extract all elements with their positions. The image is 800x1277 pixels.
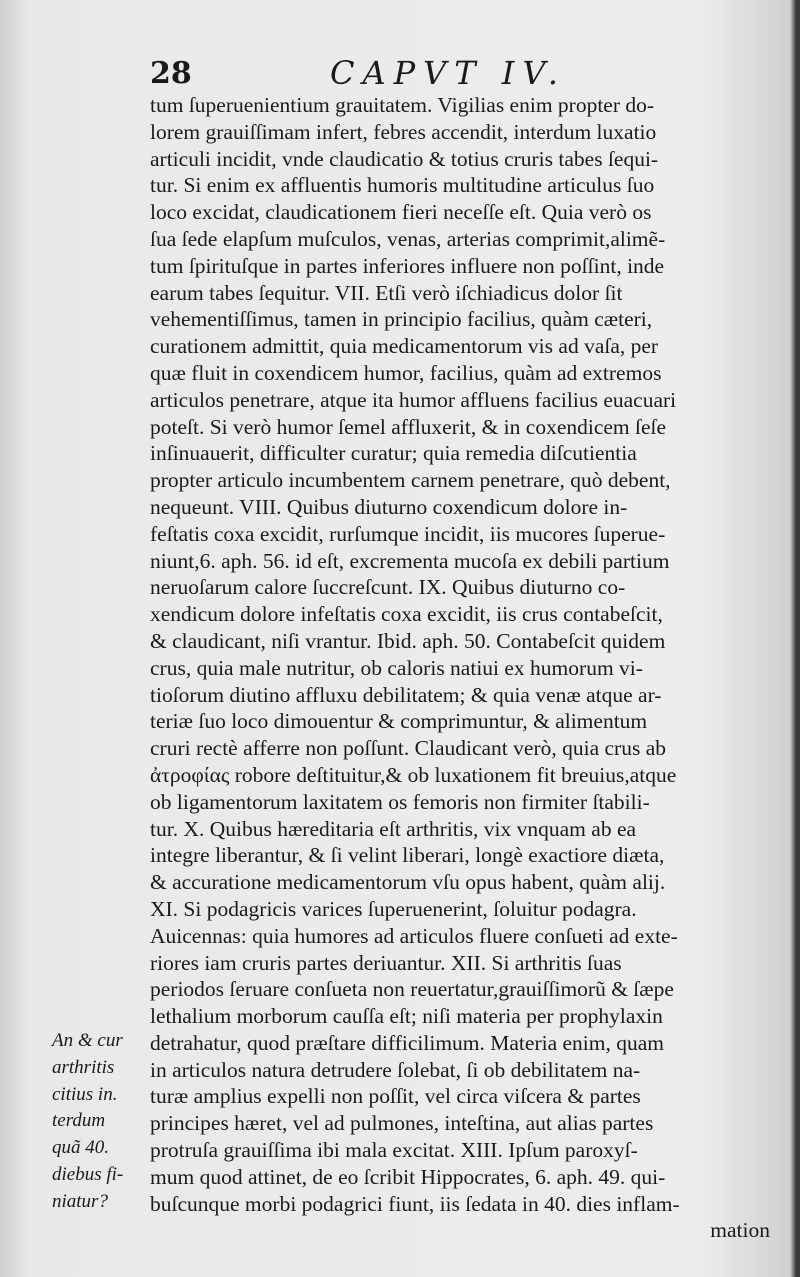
text-line: in articulos natura detrudere ſolebat, ſi ob debilitatem na- [150, 1057, 641, 1082]
margin-note-line: An & cur [52, 1030, 123, 1051]
text-line: tur. Si enim ex affluentis humoris multitudine articulus ſuo [150, 173, 655, 198]
text-line: neruoſarum calore ſuccreſcunt. IX. Quibus diuturno co- [150, 575, 626, 600]
text-line: vehementiſſimus, tamen in principio facilius, quàm cæteri, [150, 307, 653, 332]
running-title: CAPVT IV. [330, 54, 567, 92]
margin-note-line: citius in. [52, 1083, 118, 1105]
text-line: detrahatur, quod præſtare difficilimum. Materia enim, quam [150, 1030, 664, 1055]
margin-note-line: arthritis [52, 1056, 115, 1078]
text-line: quæ fluit in coxendicem humor, facilius, quàm ad extremos [150, 360, 662, 385]
text-line: propter articulo incumbentem carnem penetrare, quò debent, [150, 468, 671, 493]
text-line: tum ſuperuenientium grauitatem. Vigilias enim propter do- [150, 93, 655, 117]
text-line: tur. X. Quibus hæreditaria eſt arthritis, vix vnquam ab ea [150, 816, 637, 841]
text-line: niunt,6. aph. 56. id eſt, excrementa mucoſa ex debili partium [150, 548, 670, 573]
text-line: & claudicant, niſi vrantur. Ibid. aph. 50. Contabeſcit quidem [150, 628, 666, 653]
text-line: lethalium morborum cauſſa eſt; niſi materia per prophylaxin [150, 1004, 663, 1029]
text-line: mation [710, 1218, 770, 1243]
text-line: feſtatis coxa excidit, rurſumque incidit, iis mucores ſuperue- [150, 521, 666, 546]
text-line: curationem admittit, quia medicamentorum vis ad vaſa, per [150, 334, 659, 359]
text-line: ob ligamentorum laxitatem os femoris non firmiter ſtabili- [150, 789, 650, 814]
margin-note-line: diebus fi- [52, 1163, 124, 1185]
text-line: turæ amplius expelli non poſſit, vel circa viſcera & partes [150, 1084, 641, 1109]
text-line: periodos ſeruare conſueta non reuertatur,grauiſſimorũ & ſæpe [150, 977, 674, 1002]
text-line: inſinuauerit, difficulter curatur; quia remedia diſcutientia [150, 441, 637, 466]
text-line: tum ſpirituſque in partes inferiores influere non poſſint, inde [150, 253, 665, 278]
margin-note [52, 1028, 152, 1216]
text-line: tioſorum diutino affluxu debilitatem; & quia venæ atque ar- [150, 682, 662, 707]
text-line: articuli incidit, vnde claudicatio & totius cruris tabes ſequi- [150, 146, 659, 171]
text-line: mum quod attinet, de eo ſcribit Hippocrates, 6. aph. 49. qui- [150, 1164, 666, 1189]
text-line: XI. Si podagricis varices ſuperuenerint, ſoluitur podagra. [150, 896, 637, 921]
text-line: earum tabes ſequitur. VII. Etſi verò iſchiadicus dolor ſit [150, 280, 623, 305]
margin-note-line: quã 40. [52, 1137, 109, 1159]
text-line: riores iam cruris partes deriuantur. XII. Si arthritis ſuas [150, 950, 622, 975]
text-line: nequeunt. VIII. Quibus diuturno coxendicum dolore in- [150, 494, 628, 519]
page-header [150, 52, 770, 92]
text-line: ἀτροφίας robore deſtituitur,& ob luxationem fit breuius,atque [150, 762, 677, 787]
text-line: buſcunque morbi podagrici fiunt, iis ſedata in 40. dies inflam- [150, 1191, 680, 1216]
text-line: lorem grauiſſimam infert, febres accendit, interdum luxatio [150, 119, 657, 144]
page-number: 28 [150, 56, 192, 91]
body-text [150, 92, 770, 1244]
margin-note-line: terdum [52, 1110, 106, 1132]
text-line: & accuratione medicamentorum vſu opus habent, quàm alij. [150, 870, 666, 895]
text-line: principes hæret, vel ad pulmones, inteſtina, aut alias partes [150, 1111, 654, 1136]
text-line: protruſa grauiſſima ibi mala excitat. XIII. Ipſum paroxyſ- [150, 1138, 638, 1163]
text-line: crus, quia male nutritur, ob caloris natiui ex humorum vi- [150, 655, 643, 680]
text-line: loco excidat, claudicationem fieri neceſſe eſt. Quia verò os [150, 200, 652, 225]
text-line: Auicennas: quia humores ad articulos fluere conſueti ad exte- [150, 923, 678, 948]
margin-note-line: niatur? [52, 1190, 108, 1212]
text-line: ſua ſede elapſum muſculos, venas, arterias comprimit,alimẽ- [150, 226, 666, 251]
text-line: integre liberantur, & ſi velint liberari, longè exactiore diæta, [150, 843, 665, 868]
text-line: poteſt. Si verò humor ſemel affluxerit, & in coxendicem ſeſe [150, 414, 667, 439]
text-line: xendicum dolore infeſtatis coxa excidit, iis crus contabeſcit, [150, 602, 663, 627]
text-line: articulos penetrare, atque ita humor affluens facilius euacuari [150, 387, 677, 412]
text-line: teriæ ſuo loco dimouentur & comprimuntur, & alimentum [150, 709, 648, 734]
text-line: cruri rectè afferre non poſſunt. Claudicant verò, quia crus ab [150, 736, 666, 761]
